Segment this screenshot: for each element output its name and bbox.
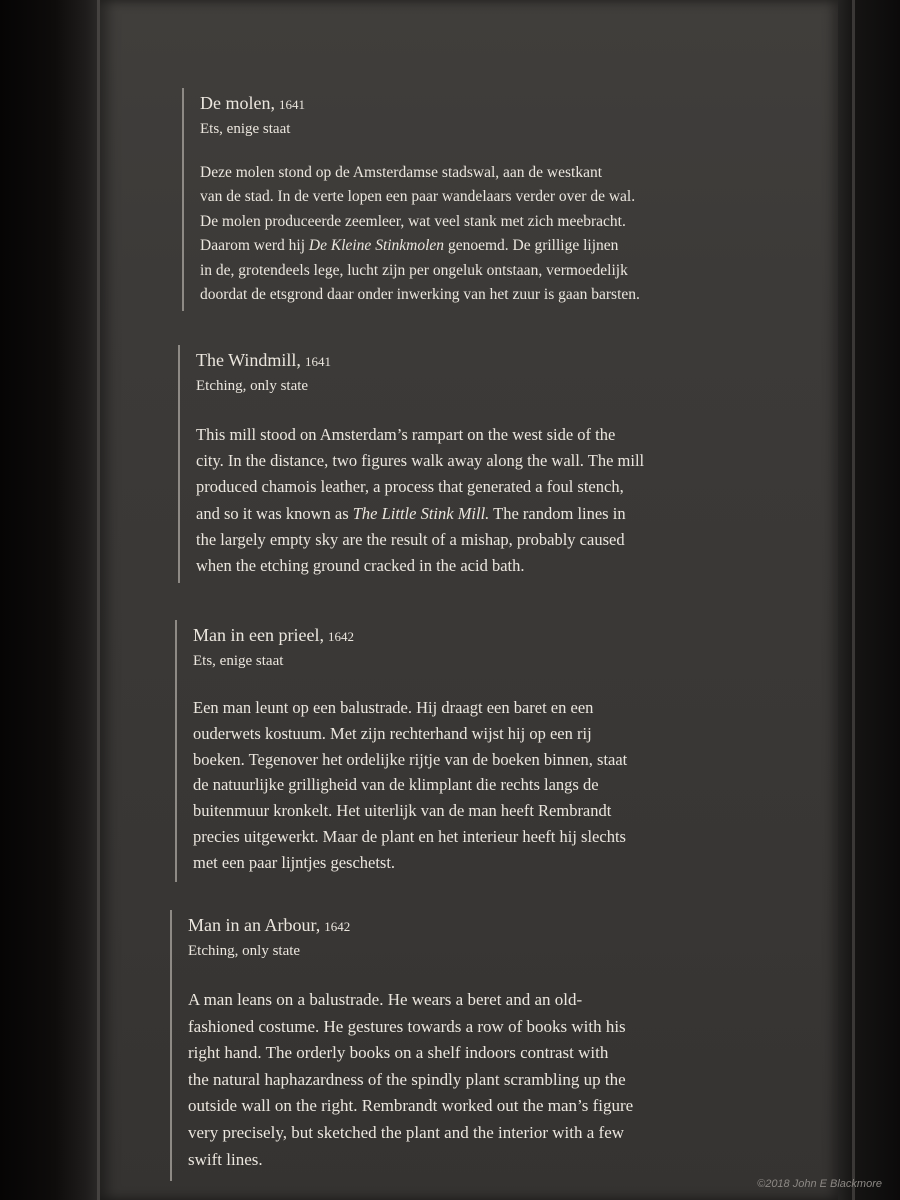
body-text-line: outside wall on the right. Rembrandt worked out the man’s figure — [188, 1096, 634, 1116]
body-text-line: fashioned costume. He gestures towards a row of books with his — [188, 1016, 626, 1036]
body-text-line — [196, 501, 836, 527]
body-text-line — [200, 234, 850, 258]
body-text-line: de natuurlijke grilligheid van de klimplant die rechts langs de — [193, 775, 599, 795]
section-body — [196, 422, 836, 579]
copyright-watermark: ©2018 John E Blackmore — [757, 1178, 882, 1190]
body-text-line: the largely empty sky are the result of a mishap, probably caused — [196, 529, 625, 549]
section-title — [188, 913, 838, 939]
body-text-line: swift lines. — [188, 1149, 263, 1169]
body-text-line: met een paar lijntjes geschetst. — [193, 852, 396, 872]
body-text-line: in de, grotendeels lege, lucht zijn per ongeluk ontstaan, vermoedelijk — [200, 261, 628, 279]
section-body — [200, 161, 850, 307]
section-subtitle: Etching, only state — [188, 943, 301, 959]
title-year: 1642 — [327, 629, 354, 644]
title-year: 1641 — [278, 97, 305, 112]
label-section-the-windmill — [178, 345, 836, 583]
label-section-de-molen — [182, 88, 850, 311]
label-section-man-in-an-arbour — [170, 910, 838, 1181]
body-text-line: Deze molen stond op de Amsterdamse stadswal, aan de westkant — [200, 164, 603, 181]
label-section-man-in-een-prieel — [175, 620, 833, 882]
section-subtitle: Ets, enige staat — [200, 121, 291, 137]
italic-title: De Kleine Stinkmolen — [308, 237, 445, 255]
italic-title: The Little Stink Mill. — [352, 503, 490, 523]
section-body — [188, 987, 838, 1173]
body-text-line: right hand. The orderly books on a shelf indoors contrast with — [188, 1043, 609, 1063]
title-text: Man in an Arbour, — [188, 915, 321, 935]
body-text-line: precies uitgewerkt. Maar de plant en het interieur heeft hij slechts — [193, 826, 626, 846]
body-text-line: when the etching ground cracked in the acid bath. — [196, 556, 525, 576]
section-title — [193, 623, 833, 649]
body-text-line: A man leans on a balustrade. He wears a beret and an old- — [188, 990, 583, 1009]
title-text: De molen, — [200, 93, 275, 113]
section-title — [196, 348, 836, 374]
title-year: 1641 — [304, 354, 331, 369]
body-text-line: city. In the distance, two figures walk away along the wall. The mill — [196, 451, 645, 471]
body-text-line: van de stad. In de verte lopen een paar wandelaars verder over de wal. — [200, 188, 636, 206]
body-text-line: very precisely, but sketched the plant and the interior with a few — [188, 1122, 625, 1142]
section-subtitle: Etching, only state — [196, 378, 309, 394]
body-text-line: doordat de etsgrond daar onder inwerking van het zuur is gaan barsten. — [200, 286, 640, 304]
left-dark-frame — [0, 0, 100, 1200]
body-text-line: produced chamois leather, a process that generated a foul stench, — [196, 477, 624, 497]
body-text-segment: Daarom werd hij — [200, 237, 309, 255]
museum-label-panel — [100, 0, 838, 1200]
body-text-line: the natural haphazardness of the spindly plant scrambling up the — [188, 1069, 626, 1089]
title-text: Man in een prieel, — [193, 625, 324, 645]
body-text-line: ouderwets kostuum. Met zijn rechterhand wijst hij op een rij — [193, 723, 592, 743]
section-body — [193, 695, 833, 876]
body-text-line: boeken. Tegenover het ordelijke rijtje van de boeken binnen, staat — [193, 749, 628, 769]
body-text-line: This mill stood on Amsterdam’s rampart on the west side of the — [196, 425, 616, 444]
title-year: 1642 — [324, 919, 351, 934]
section-title — [200, 91, 850, 117]
right-frame-slat — [852, 0, 855, 1200]
body-text-segment: The random lines in — [489, 503, 626, 523]
body-text-line: Een man leunt op een balustrade. Hij draagt een baret en een — [193, 698, 594, 717]
body-text-segment: and so it was known as — [196, 503, 353, 523]
body-text-segment: genoemd. De grillige lijnen — [444, 237, 619, 255]
title-text: The Windmill, — [196, 350, 301, 370]
section-subtitle: Ets, enige staat — [193, 653, 284, 669]
body-text-line: buitenmuur kronkelt. Het uiterlijk van de man heeft Rembrandt — [193, 801, 612, 821]
body-text-line: De molen produceerde zeemleer, wat veel stank met zich meebracht. — [200, 212, 626, 230]
